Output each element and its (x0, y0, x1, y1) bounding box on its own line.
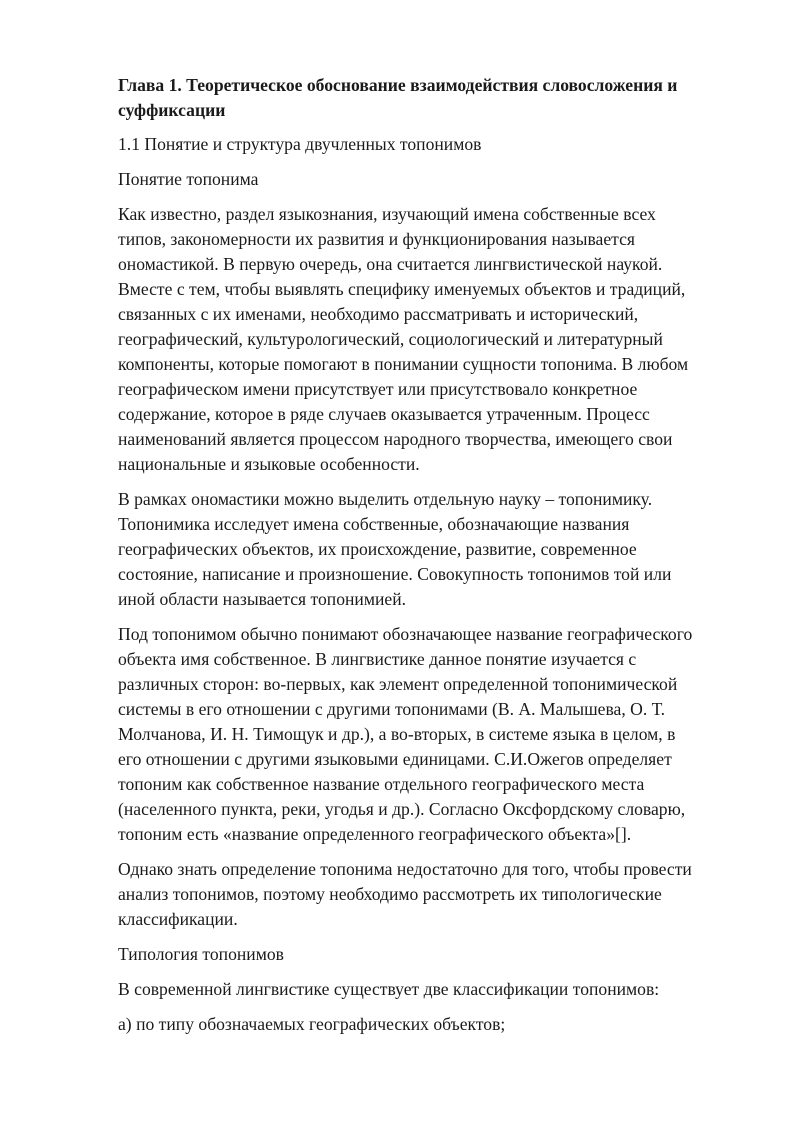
text-line: компоненты, которые помогают в понимании сущности топонима. В любом (118, 354, 689, 374)
text-line: иной области называется топонимией. (118, 589, 407, 609)
text-line: состояние, написание и произношение. Совокупность топонимов той или (118, 564, 672, 584)
text-line: национальные и языковые особенности. (118, 454, 420, 474)
text-line: наименований является процессом народного творчества, имеющего свои (118, 429, 673, 449)
text-line: Однако знать определение топонима недостаточно для того, чтобы провести (118, 859, 692, 879)
document-page (118, 73, 738, 1047)
list-item: а) по типу обозначаемых географических объектов; (118, 1014, 506, 1034)
paragraph (118, 202, 738, 477)
text-line: различных сторон: во-первых, как элемент определенной топонимической (118, 674, 678, 694)
text-line: содержание, которое в ряде случаев оказывается утраченным. Процесс (118, 404, 650, 424)
paragraph: В современной лингвистике существует две классификации топонимов: (118, 979, 660, 999)
text-line: ономастикой. В первую очередь, она считается лингвистической наукой. (118, 254, 663, 274)
text-line: анализ топонимов, поэтому необходимо рассмотреть их типологические (118, 884, 662, 904)
chapter-title (118, 73, 738, 123)
subsection-title: Понятие топонима (118, 169, 259, 189)
text-line: Под топонимом обычно понимают обозначающее название географического (118, 624, 693, 644)
text-line: Молчанова, И. Н. Тимощук и др.), а во-вторых, в системе языка в целом, в (118, 724, 676, 744)
subsection-title: Типология топонимов (118, 944, 284, 964)
paragraph (118, 622, 738, 847)
chapter-title-line: суффиксации (118, 100, 226, 120)
text-line: географическом имени присутствует или присутствовало конкретное (118, 379, 638, 399)
section-title: 1.1 Понятие и структура двучленных топонимов (118, 134, 482, 154)
text-line: типов, закономерности их развития и функционирования называется (118, 229, 635, 249)
paragraph (118, 487, 738, 612)
text-line: (населенного пункта, реки, угодья и др.). Согласно Оксфордскому словарю, (118, 799, 686, 819)
text-line: его отношении с другими языковыми единицами. С.И.Ожегов определяет (118, 749, 672, 769)
text-line: Топонимика исследует имена собственные, обозначающие названия (118, 514, 630, 534)
text-line: Вместе с тем, чтобы выявлять специфику именуемых объектов и традиций, (118, 279, 686, 299)
text-line: географических объектов, их происхождение, развитие, современное (118, 539, 637, 559)
chapter-title-line: Глава 1. Теоретическое обоснование взаимодействия словосложения и (118, 75, 678, 95)
text-line: топоним как собственное название отдельного географического места (118, 774, 645, 794)
text-line: В рамках ономастики можно выделить отдельную науку – топонимику. (118, 489, 653, 509)
text-line: связанных с их именами, необходимо рассматривать и исторический, (118, 304, 639, 324)
text-line: Как известно, раздел языкознания, изучающий имена собственные всех (118, 204, 656, 224)
text-line: географический, культурологический, социологический и литературный (118, 329, 663, 349)
paragraph (118, 857, 738, 932)
text-line: системы в его отношении с другими топонимами (В. А. Малышева, О. Т. (118, 699, 666, 719)
text-line: топоним есть «название определенного географического объекта»[]. (118, 824, 632, 844)
text-line: классификации. (118, 909, 238, 929)
text-line: объекта имя собственное. В лингвистике данное понятие изучается с (118, 649, 637, 669)
